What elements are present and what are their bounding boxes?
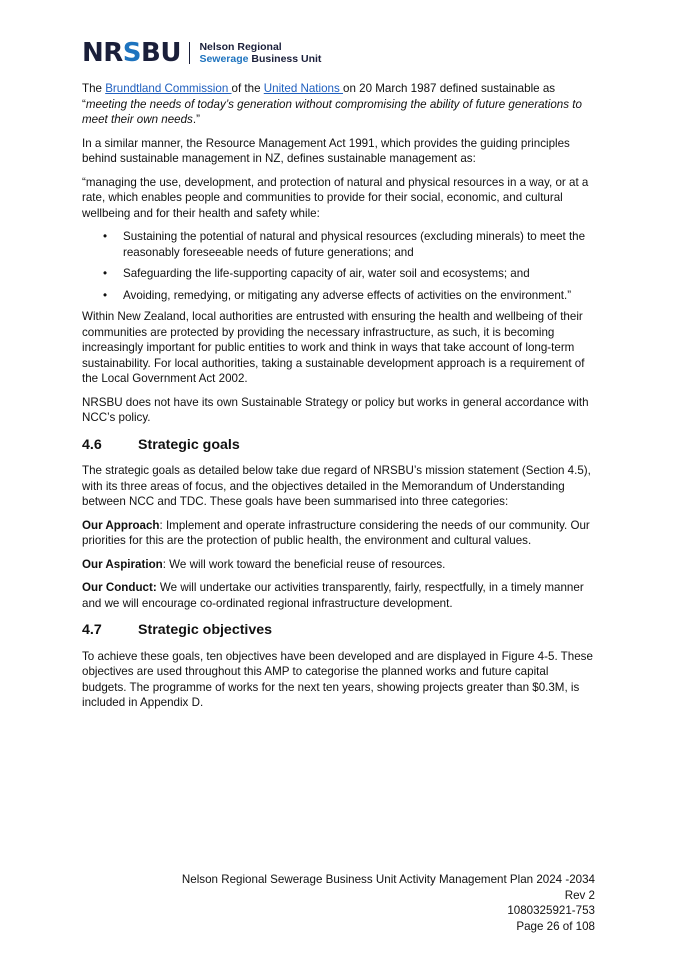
logo-text-highlight: S <box>122 38 142 68</box>
text-run: : We will work toward the beneficial reuse of resources. <box>162 557 446 571</box>
page-header <box>82 40 321 66</box>
text-run: of the <box>231 82 264 95</box>
label-our-aspiration: Our Aspiration <box>82 557 163 571</box>
text-run: .” <box>192 113 200 126</box>
paragraph-sustainable-definition <box>82 81 594 128</box>
nrsbu-logo <box>82 40 181 66</box>
section-number: 4.6 <box>82 436 102 453</box>
logo-divider <box>189 42 191 64</box>
logo-subtitle-highlight: Sewerage <box>199 53 249 65</box>
paragraph-rma-quote: “managing the use, development, and protection of natural and physical resources in a way, or at a rate, which enables people and communities to provide for their social, economic, and cultural wellbeing and for their health and safety while: <box>82 175 589 220</box>
logo-subtitle <box>199 41 321 65</box>
italic-quote: meeting the needs of today’s generation without compromising the ability of future generations to meet their own needs <box>82 97 582 126</box>
footer-revision: Rev 2 <box>564 888 595 902</box>
logo-text-part: NR <box>82 38 123 68</box>
label-our-approach: Our Approach <box>82 518 160 532</box>
united-nations-link[interactable]: United Nations <box>263 82 344 95</box>
section-heading-4-6 <box>82 438 594 454</box>
page-content <box>82 81 594 719</box>
footer-document-title: Nelson Regional Sewerage Business Unit Activity Management Plan 2024 -2034 <box>181 873 595 886</box>
footer-document-id: 1080325921-753 <box>507 904 595 917</box>
paragraph-our-conduct <box>82 580 594 611</box>
label-our-conduct: Our Conduct: <box>82 581 157 594</box>
logo-subtitle-line2: Business Unit <box>248 53 322 65</box>
section-heading-4-7 <box>82 623 594 639</box>
text-run: : Implement and operate infrastructure considering the needs of our community. Our priorities for this are the protection of public health, the environment and cultural values. <box>82 518 590 547</box>
bullet-list <box>82 229 594 303</box>
logo-subtitle-line1: Nelson Regional <box>199 41 282 53</box>
paragraph-strategic-objectives: To achieve these goals, ten objectives have been developed and are displayed in Figure 4-5. These objectives are used throughout this AMP to categorise the planned works and future capital budgets. The programme of works for the next ten years, showing projects greater than $0.3M, is included in Appendix D. <box>82 649 593 709</box>
page-footer <box>182 872 595 934</box>
list-item: • Safeguarding the life-supporting capacity of air, water soil and ecosystems; and <box>82 266 594 282</box>
paragraph-our-approach <box>82 518 594 549</box>
list-item: • Avoiding, remedying, or mitigating any adverse effects of activities on the environment.” <box>82 288 594 304</box>
paragraph-rma: In a similar manner, the Resource Management Act 1991, which provides the guiding principles behind sustainable management in NZ, defines sustainable management as: <box>82 136 570 165</box>
footer-page-number: Page 26 of 108 <box>516 919 595 933</box>
paragraph-strategic-goals: The strategic goals as detailed below take due regard of NRSBU’s mission statement (Section 4.5), with its three areas of focus, and the objectives detailed in the Memorandum of Understanding between NCC and TDC. These goals have been summarised into three categories: <box>82 464 591 508</box>
text-run: The <box>82 82 106 95</box>
section-title: Strategic goals <box>138 436 240 453</box>
paragraph-local-authorities: Within New Zealand, local authorities are entrusted with ensuring the health and wellbeing of their communities are protected by providing the necessary infrastructure, as such, it is becoming increasingly important for public entities to work and think in ways that take account of long-term sustainability. For local authorities, taking a sustainable development approach is a requirement of the Local Government Act 2002. <box>82 310 585 385</box>
paragraph-nrsbu-policy: NRSBU does not have its own Sustainable Strategy or policy but works in general accordance with NCC’s policy. <box>82 395 589 424</box>
text-run: We will undertake our activities transparently, fairly, respectfully, in a timely manner and we will encourage co-ordinated regional infrastructure development. <box>82 581 584 610</box>
text-run: on 20 March 1987 defined sustainable as “ <box>82 82 556 111</box>
logo-text-part: BU <box>141 38 181 68</box>
section-title: Strategic objectives <box>138 622 273 638</box>
paragraph-our-aspiration <box>82 557 594 573</box>
section-number: 4.7 <box>82 622 102 638</box>
list-item: • Sustaining the potential of natural and physical resources (excluding minerals) to meet the reasonably foreseeable needs of future generations; and <box>82 229 594 260</box>
brundtland-commission-link[interactable]: Brundtland Commission <box>105 82 232 95</box>
